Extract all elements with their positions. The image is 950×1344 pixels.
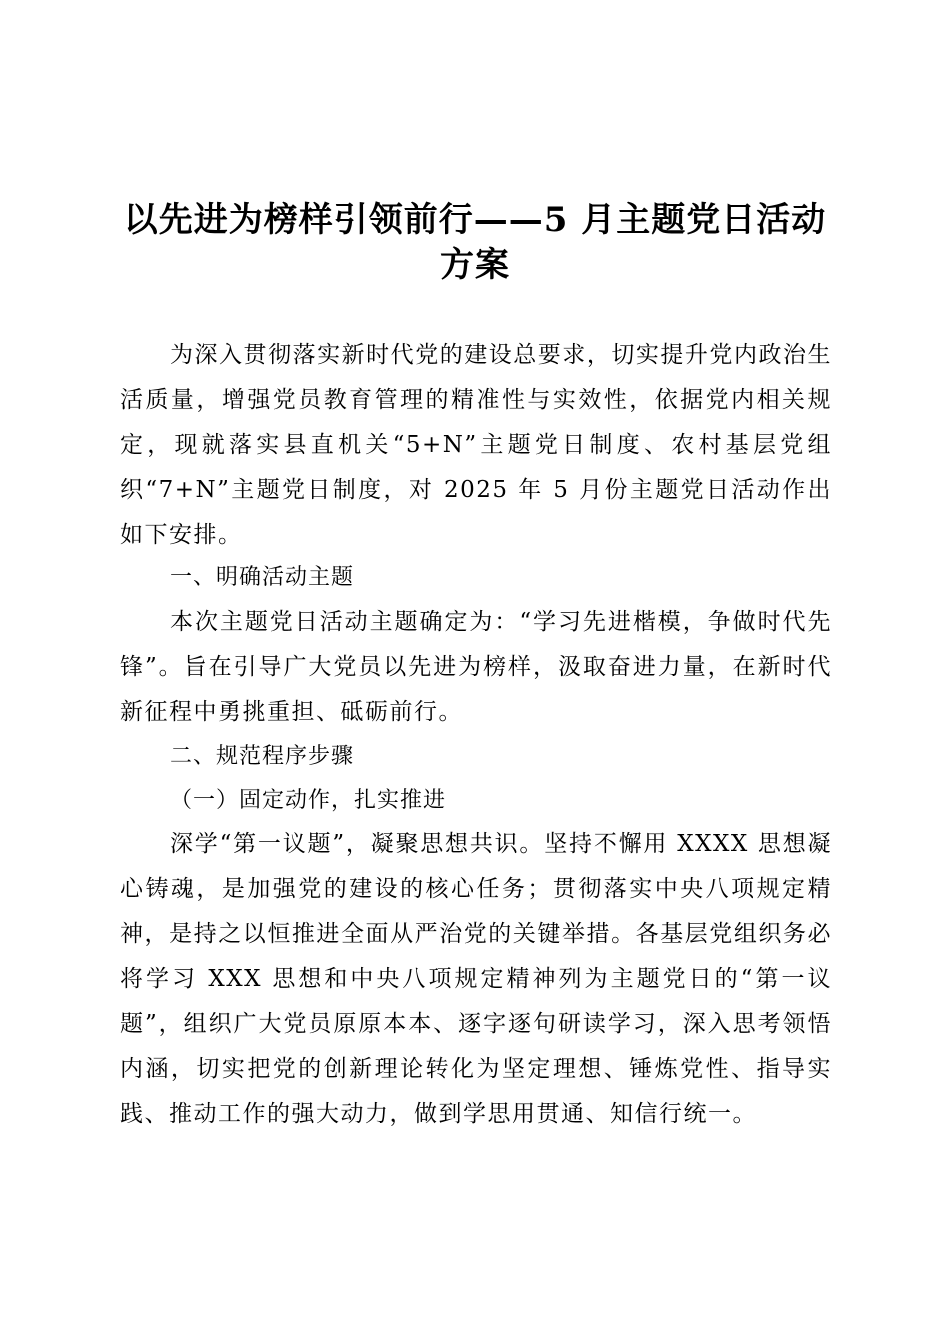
document-title-line-1: 以先进为榜样引领前行——5 月主题党日活动 <box>123 200 827 240</box>
section-1-heading: 一、明确活动主题 <box>170 565 355 590</box>
subsection-1-heading: （一）固定动作，扎实推进 <box>170 788 447 813</box>
subsection-1-paragraph: 深学“第一议题”，凝聚思想共识。坚持不懈用 XXXX 思想凝心铸魂，是加强党的建设的核心任务；贯彻落实中央八项规定精神，是持之以恒推进全面从严治党的关键举措。各基层党组织务必将学习 XXX 思想和中央八项规定精神列为主题党日的“第一议题”，组织广大党员原原本本、逐字逐句研读学习，深入思考领悟内涵，切实把党的创新理论转化为坚定理想、锤炼党性、指导实践、推动工作的强大动力，做到学思用贯通、知信行统一。 <box>120 831 832 1127</box>
section-2-heading: 二、规范程序步骤 <box>170 744 355 769</box>
section-1-paragraph: 本次主题党日活动主题确定为：“学习先进楷模，争做时代先锋”。旨在引导广大党员以先进为榜样，汲取奋进力量，在新时代新征程中勇挑重担、砥砺前行。 <box>120 609 832 725</box>
intro-paragraph: 为深入贯彻落实新时代党的建设总要求，切实提升党内政治生活质量，增强党员教育管理的精准性与实效性，依据党内相关规定，现就落实县直机关“5+N”主题党日制度、农村基层党组织“7+N”主题党日制度，对 2025 年 5 月份主题党日活动作出如下安排。 <box>120 342 832 548</box>
document-title-line-2: 方案 <box>440 245 510 285</box>
